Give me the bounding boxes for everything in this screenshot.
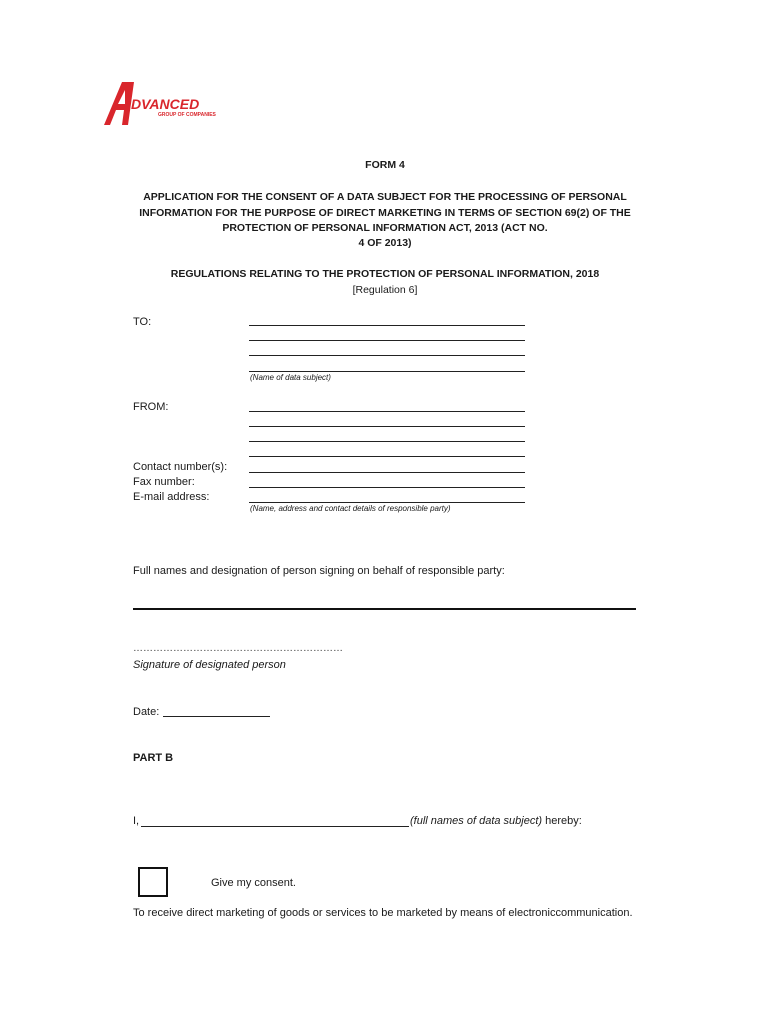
logo-subtitle: GROUP OF COMPANIES xyxy=(158,112,216,118)
to-note: (Name of data subject) xyxy=(250,373,331,382)
advanced-logo xyxy=(100,80,225,130)
regulation-reference: [Regulation 6] xyxy=(352,284,418,296)
form-number: FORM 4 xyxy=(365,159,405,171)
full-names-designation-label: Full names and designation of person signing on behalf of responsible party: xyxy=(133,565,505,577)
fax-number-label: Fax number: xyxy=(133,476,195,488)
full-names-italic: (full names of data subject) xyxy=(410,815,543,827)
to-line-2[interactable] xyxy=(249,340,525,341)
date-line[interactable] xyxy=(163,716,270,717)
contact-number-label: Contact number(s): xyxy=(133,461,228,473)
from-line-3[interactable] xyxy=(249,441,525,442)
to-line-1[interactable] xyxy=(249,325,525,326)
form-title-line-4: 4 OF 2013) xyxy=(358,237,412,249)
consent-checkbox[interactable] xyxy=(138,867,168,897)
to-line-3[interactable] xyxy=(249,355,525,356)
part-b-heading: PART B xyxy=(133,752,174,764)
regulations-heading: REGULATIONS RELATING TO THE PROTECTION OF PERSONAL INFORMATION, 2018 xyxy=(170,268,600,280)
signature-dots[interactable]: ……………………………………………………… xyxy=(133,643,343,654)
form-title-line-3: PROTECTION OF PERSONAL INFORMATION ACT, 2013 (ACT NO. xyxy=(222,222,548,234)
data-subject-name-line[interactable] xyxy=(141,826,409,827)
from-line-4[interactable] xyxy=(249,456,525,457)
form-title-line-1: APPLICATION FOR THE CONSENT OF A DATA SUBJECT FOR THE PROCESSING OF PERSONAL xyxy=(143,191,627,203)
from-line-1[interactable] xyxy=(249,411,525,412)
contact-number-line[interactable] xyxy=(249,472,525,473)
to-label: TO: xyxy=(133,316,152,328)
full-names-designation-line[interactable] xyxy=(133,608,636,610)
signature-label: Signature of designated person xyxy=(133,659,286,671)
from-line-2[interactable] xyxy=(249,426,525,427)
i-prefix: I, xyxy=(133,815,140,827)
receive-marketing-text: To receive direct marketing of goods or services to be marketed by means of electroniccommunication. xyxy=(133,907,633,919)
form-title-line-2: INFORMATION FOR THE PURPOSE OF DIRECT MARKETING IN TERMS OF SECTION 69(2) OF THE xyxy=(139,207,631,219)
to-line-4[interactable] xyxy=(249,371,525,372)
email-address-label: E-mail address: xyxy=(133,491,210,503)
hereby-clause xyxy=(410,813,582,829)
hereby-text: hereby: xyxy=(542,815,582,827)
from-note: (Name, address and contact details of responsible party) xyxy=(250,504,451,513)
consent-label: Give my consent. xyxy=(211,877,296,889)
logo-word: DVANCED xyxy=(131,96,200,112)
fax-number-line[interactable] xyxy=(249,487,525,488)
email-address-line[interactable] xyxy=(249,502,525,503)
date-label: Date: xyxy=(133,706,160,718)
from-label: FROM: xyxy=(133,401,169,413)
